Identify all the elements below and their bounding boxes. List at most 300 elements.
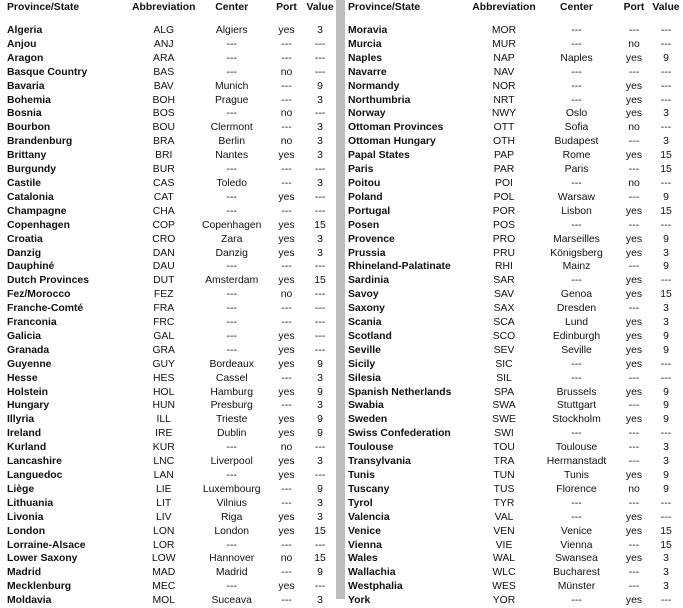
table-row bbox=[348, 233, 681, 247]
center-cell: --- bbox=[226, 344, 237, 356]
table-row bbox=[7, 233, 335, 247]
abbreviation-cell: LIE bbox=[155, 483, 172, 495]
province-name-cell: Copenhagen bbox=[7, 219, 70, 231]
value-cell: 3 bbox=[663, 317, 669, 329]
table-row bbox=[348, 80, 681, 94]
port-cell: --- bbox=[628, 191, 640, 203]
center-cell: Suceava bbox=[211, 595, 252, 607]
table-row bbox=[7, 413, 335, 427]
province-name-cell: Wales bbox=[348, 553, 378, 565]
center-cell: Rome bbox=[562, 150, 591, 162]
abbreviation-cell: CRO bbox=[152, 233, 176, 245]
center-cell: Stuttgart bbox=[556, 400, 597, 412]
table-row bbox=[7, 177, 335, 191]
province-name-cell: Aragon bbox=[7, 52, 44, 64]
value-cell: --- bbox=[660, 511, 672, 523]
value-cell: 15 bbox=[660, 164, 672, 176]
port-cell: yes bbox=[278, 275, 295, 287]
table-row bbox=[7, 52, 335, 66]
port-cell: --- bbox=[628, 581, 640, 593]
table-row bbox=[348, 483, 681, 497]
port-cell: --- bbox=[281, 261, 292, 273]
center-cell: --- bbox=[226, 539, 237, 551]
table-row bbox=[348, 455, 681, 469]
province-name-cell: Bohemia bbox=[7, 94, 51, 106]
province-name-cell: Liège bbox=[7, 483, 35, 495]
port-cell: yes bbox=[278, 511, 295, 523]
value-cell: --- bbox=[314, 261, 326, 273]
table-row bbox=[348, 247, 681, 261]
value-cell: --- bbox=[314, 344, 326, 356]
table-row bbox=[7, 399, 335, 413]
value-cell: --- bbox=[660, 219, 672, 231]
province-name-cell: Northumbria bbox=[348, 94, 411, 106]
port-cell: yes bbox=[278, 456, 295, 468]
port-cell: yes bbox=[278, 150, 295, 162]
province-name-cell: Normandy bbox=[348, 80, 400, 92]
table-row bbox=[7, 80, 335, 94]
table-row bbox=[7, 330, 335, 344]
center-cell: --- bbox=[226, 330, 237, 342]
value-cell: 15 bbox=[314, 275, 326, 287]
port-cell: --- bbox=[281, 497, 292, 509]
province-name-cell: Silesia bbox=[348, 372, 381, 384]
header-row bbox=[348, 2, 681, 24]
port-cell: no bbox=[280, 108, 293, 120]
abbreviation-cell: NWY bbox=[491, 108, 517, 120]
port-cell: --- bbox=[628, 261, 640, 273]
center-cell: --- bbox=[226, 191, 237, 203]
value-cell: --- bbox=[660, 66, 672, 78]
province-name-cell: Guyenne bbox=[7, 358, 52, 370]
port-cell: yes bbox=[625, 247, 643, 259]
abbreviation-cell: SAR bbox=[493, 275, 515, 287]
value-cell: 9 bbox=[663, 386, 669, 398]
province-name-cell: Sweden bbox=[348, 414, 388, 426]
value-cell: 9 bbox=[663, 233, 669, 245]
table-row bbox=[348, 38, 681, 52]
port-cell: yes bbox=[625, 94, 643, 106]
province-name-cell: Bavaria bbox=[7, 80, 45, 92]
table-row bbox=[7, 441, 335, 455]
center-cell: --- bbox=[571, 219, 582, 231]
port-cell: --- bbox=[628, 66, 640, 78]
port-cell: yes bbox=[625, 414, 643, 426]
table-row bbox=[348, 511, 681, 525]
port-cell: yes bbox=[625, 52, 643, 64]
center-cell: Lisbon bbox=[561, 205, 592, 217]
value-cell: --- bbox=[660, 38, 672, 50]
center-cell: Zara bbox=[221, 233, 243, 245]
value-cell: 3 bbox=[317, 25, 323, 36]
value-cell: --- bbox=[314, 539, 326, 551]
abbreviation-cell: PAR bbox=[493, 164, 515, 176]
abbreviation-cell: VEN bbox=[493, 525, 515, 537]
table-row bbox=[7, 94, 335, 108]
port-cell: yes bbox=[278, 247, 295, 259]
value-cell: 9 bbox=[663, 191, 669, 203]
port-cell: yes bbox=[278, 25, 295, 36]
value-cell: --- bbox=[660, 372, 672, 384]
abbreviation-cell: CAT bbox=[153, 191, 174, 203]
table-row bbox=[7, 107, 335, 121]
port-cell: --- bbox=[628, 567, 640, 579]
province-name-cell: Ottoman Provinces bbox=[348, 122, 444, 134]
port-cell: --- bbox=[281, 164, 292, 176]
value-cell: 3 bbox=[317, 372, 323, 384]
port-cell: yes bbox=[625, 595, 643, 607]
center-cell: Lund bbox=[564, 317, 589, 329]
table-row bbox=[348, 552, 681, 566]
port-cell: --- bbox=[281, 372, 292, 384]
value-cell: 3 bbox=[663, 581, 669, 593]
port-cell: --- bbox=[628, 428, 640, 440]
abbreviation-cell: BOU bbox=[152, 122, 175, 134]
province-name-cell: Portugal bbox=[348, 205, 391, 217]
center-cell: Toulouse bbox=[555, 442, 598, 454]
abbreviation-header: Abbreviation bbox=[131, 2, 196, 13]
province-name-cell: Posen bbox=[348, 219, 380, 231]
center-cell: Warsaw bbox=[557, 191, 596, 203]
center-header: Center bbox=[560, 2, 593, 13]
value-cell: 3 bbox=[663, 247, 669, 259]
province-name-cell: Vienna bbox=[348, 539, 382, 551]
abbreviation-cell: POS bbox=[493, 219, 515, 231]
abbreviation-cell: GUY bbox=[152, 358, 175, 370]
abbreviation-cell: TUN bbox=[493, 470, 515, 481]
table-row bbox=[348, 205, 681, 219]
center-cell: --- bbox=[571, 497, 582, 509]
table-row bbox=[348, 316, 681, 330]
abbreviation-cell: TRA bbox=[493, 456, 515, 468]
abbreviation-cell: LAN bbox=[153, 470, 174, 481]
center-cell: --- bbox=[226, 108, 237, 120]
table-row bbox=[348, 525, 681, 539]
province-name-cell: Westphalia bbox=[348, 581, 403, 593]
abbreviation-cell: TUS bbox=[493, 483, 515, 495]
province-name-cell: Brandenburg bbox=[7, 136, 73, 148]
port-cell: yes bbox=[278, 581, 295, 593]
abbreviation-header: Abbreviation bbox=[472, 2, 536, 13]
province-name-cell: Illyria bbox=[7, 414, 35, 426]
center-cell: Bordeaux bbox=[209, 358, 254, 370]
abbreviation-cell: YOR bbox=[492, 595, 516, 607]
value-cell: 9 bbox=[317, 386, 323, 398]
abbreviation-cell: MAD bbox=[152, 567, 176, 579]
abbreviation-cell: NOR bbox=[492, 80, 516, 92]
center-cell: --- bbox=[226, 52, 237, 64]
center-cell: Bucharest bbox=[553, 567, 600, 579]
table-row bbox=[7, 260, 335, 274]
center-cell: --- bbox=[571, 25, 582, 36]
table-row bbox=[348, 66, 681, 80]
value-cell: 9 bbox=[663, 414, 669, 426]
center-cell: Clermont bbox=[210, 122, 253, 134]
province-header: Province/State bbox=[7, 2, 80, 13]
value-cell: --- bbox=[314, 317, 326, 329]
value-cell: 3 bbox=[317, 497, 323, 509]
center-cell: --- bbox=[571, 38, 582, 50]
value-cell: --- bbox=[314, 581, 326, 593]
table-row bbox=[7, 274, 335, 288]
province-name-cell: Swiss Confederation bbox=[348, 428, 451, 440]
table-row bbox=[7, 566, 335, 580]
abbreviation-cell: DAU bbox=[152, 261, 175, 273]
port-cell: no bbox=[280, 66, 293, 78]
center-cell: Genoa bbox=[560, 289, 593, 301]
port-cell: --- bbox=[281, 177, 292, 189]
center-cell: Riga bbox=[221, 511, 243, 523]
province-name-cell: Croatia bbox=[7, 233, 43, 245]
port-cell: --- bbox=[628, 372, 640, 384]
center-cell: Königsberg bbox=[550, 247, 603, 259]
port-cell: yes bbox=[625, 358, 643, 370]
port-cell: --- bbox=[281, 539, 292, 551]
center-cell: Copenhagen bbox=[201, 219, 262, 231]
value-cell: 15 bbox=[660, 205, 672, 217]
center-cell: Trieste bbox=[216, 414, 248, 426]
port-cell: --- bbox=[281, 483, 292, 495]
abbreviation-cell: FRA bbox=[153, 303, 175, 315]
table-row bbox=[7, 219, 335, 233]
center-cell: --- bbox=[571, 511, 582, 523]
table-row bbox=[348, 469, 681, 483]
port-cell: yes bbox=[625, 553, 643, 565]
center-cell: Oslo bbox=[565, 108, 588, 120]
province-name-cell: Burgundy bbox=[7, 164, 57, 176]
province-name-cell: Tunis bbox=[348, 470, 375, 481]
center-cell: --- bbox=[571, 595, 582, 607]
value-cell: 9 bbox=[663, 330, 669, 342]
center-cell: Venice bbox=[560, 525, 593, 537]
value-cell: --- bbox=[660, 497, 672, 509]
abbreviation-cell: POR bbox=[492, 205, 516, 217]
value-cell: --- bbox=[660, 94, 672, 106]
center-cell: Mainz bbox=[562, 261, 591, 273]
left-province-table-panel bbox=[7, 2, 335, 608]
province-name-cell: Languedoc bbox=[7, 470, 63, 481]
value-cell: 3 bbox=[317, 595, 323, 607]
abbreviation-cell: MOR bbox=[491, 25, 517, 36]
abbreviation-cell: SCO bbox=[492, 330, 516, 342]
center-cell: --- bbox=[226, 38, 237, 50]
abbreviation-cell: PRU bbox=[493, 247, 515, 259]
table-row bbox=[348, 24, 681, 38]
province-name-cell: Sicily bbox=[348, 358, 376, 370]
province-name-cell: Ireland bbox=[7, 428, 42, 440]
center-cell: Dresden bbox=[556, 303, 597, 315]
value-cell: 15 bbox=[314, 553, 326, 565]
port-cell: yes bbox=[625, 386, 643, 398]
abbreviation-cell: SIL bbox=[496, 372, 512, 384]
table-row bbox=[348, 135, 681, 149]
abbreviation-cell: BAV bbox=[153, 80, 174, 92]
right-province-table-panel bbox=[348, 2, 681, 608]
center-cell: Presburg bbox=[210, 400, 253, 412]
abbreviation-cell: ARA bbox=[153, 52, 175, 64]
table-row bbox=[7, 427, 335, 441]
abbreviation-cell: ANJ bbox=[153, 38, 174, 50]
center-cell: --- bbox=[571, 428, 582, 440]
province-name-cell: Mecklenburg bbox=[7, 581, 72, 593]
port-cell: no bbox=[628, 177, 640, 189]
province-name-cell: Dauphiné bbox=[7, 261, 55, 273]
center-cell: Danzig bbox=[215, 247, 248, 259]
abbreviation-cell: VAL bbox=[494, 511, 514, 523]
center-cell: Hermanstadt bbox=[546, 456, 607, 468]
province-name-cell: Norway bbox=[348, 108, 386, 120]
abbreviation-cell: FRC bbox=[153, 317, 175, 329]
value-cell: 3 bbox=[663, 303, 669, 315]
table-row bbox=[7, 594, 335, 608]
province-name-cell: Papal States bbox=[348, 150, 410, 162]
value-cell: --- bbox=[314, 52, 326, 64]
province-name-cell: Livonia bbox=[7, 511, 44, 523]
province-name-cell: Lithuania bbox=[7, 497, 54, 509]
table-row bbox=[7, 372, 335, 386]
province-name-cell: Scania bbox=[348, 317, 382, 329]
table-row bbox=[348, 539, 681, 553]
port-cell: yes bbox=[625, 289, 643, 301]
province-name-cell: Provence bbox=[348, 233, 395, 245]
table-row bbox=[7, 552, 335, 566]
table-row bbox=[348, 399, 681, 413]
province-name-cell: Moravia bbox=[348, 25, 388, 36]
table-row bbox=[348, 427, 681, 441]
value-cell: 3 bbox=[317, 456, 323, 468]
center-cell: Münster bbox=[557, 581, 596, 593]
table-row bbox=[7, 66, 335, 80]
port-cell: no bbox=[280, 442, 293, 454]
port-cell: yes bbox=[278, 358, 295, 370]
port-cell: yes bbox=[625, 344, 643, 356]
table-row bbox=[348, 191, 681, 205]
port-cell: no bbox=[628, 483, 640, 495]
table-row bbox=[7, 511, 335, 525]
table-row bbox=[348, 441, 681, 455]
port-cell: yes bbox=[278, 428, 295, 440]
province-name-cell: Fez/Morocco bbox=[7, 289, 71, 301]
table-row bbox=[7, 580, 335, 594]
center-cell: Stockholm bbox=[552, 414, 601, 426]
value-cell: 15 bbox=[660, 539, 672, 551]
province-name-cell: Transylvania bbox=[348, 456, 411, 468]
province-name-cell: Toulouse bbox=[348, 442, 394, 454]
province-name-cell: Bosnia bbox=[7, 108, 42, 120]
port-cell: yes bbox=[625, 80, 643, 92]
value-cell: --- bbox=[314, 205, 326, 217]
province-name-cell: Granada bbox=[7, 344, 50, 356]
abbreviation-cell: NAV bbox=[493, 66, 515, 78]
value-cell: 3 bbox=[317, 122, 323, 134]
port-cell: yes bbox=[625, 150, 643, 162]
abbreviation-cell: PAP bbox=[493, 150, 515, 162]
abbreviation-cell: NAP bbox=[493, 52, 515, 64]
center-cell: --- bbox=[571, 66, 582, 78]
province-name-cell: Scotland bbox=[348, 330, 392, 342]
value-cell: 9 bbox=[663, 483, 669, 495]
center-cell: --- bbox=[571, 80, 582, 92]
abbreviation-cell: WAL bbox=[492, 553, 516, 565]
abbreviation-cell: LON bbox=[153, 525, 175, 537]
abbreviation-cell: BOH bbox=[152, 94, 175, 106]
province-name-cell: Savoy bbox=[348, 289, 379, 301]
province-name-cell: Wallachia bbox=[348, 567, 396, 579]
province-name-cell: Moldavia bbox=[7, 595, 52, 607]
province-name-cell: Franconia bbox=[7, 317, 57, 329]
abbreviation-cell: KUR bbox=[152, 442, 175, 454]
abbreviation-cell: BUR bbox=[152, 164, 175, 176]
value-cell: --- bbox=[660, 275, 672, 287]
center-header: Center bbox=[215, 2, 249, 13]
abbreviation-cell: SIC bbox=[495, 358, 513, 370]
abbreviation-cell: SEV bbox=[493, 344, 515, 356]
province-name-cell: Champagne bbox=[7, 205, 67, 217]
center-cell: Dublin bbox=[216, 428, 247, 440]
value-cell: 9 bbox=[317, 567, 323, 579]
province-name-cell: Sardinia bbox=[348, 275, 389, 287]
abbreviation-cell: PRO bbox=[492, 233, 516, 245]
abbreviation-cell: LOR bbox=[153, 539, 175, 551]
value-cell: --- bbox=[314, 164, 326, 176]
value-cell: --- bbox=[314, 470, 326, 481]
abbreviation-cell: SCA bbox=[493, 317, 515, 329]
table-row bbox=[348, 302, 681, 316]
port-header: Port bbox=[623, 2, 645, 13]
port-cell: yes bbox=[625, 317, 643, 329]
table-row bbox=[348, 260, 681, 274]
abbreviation-cell: LIV bbox=[155, 511, 172, 523]
province-name-cell: Swabia bbox=[348, 400, 384, 412]
value-cell: 9 bbox=[317, 428, 323, 440]
table-row bbox=[7, 205, 335, 219]
center-cell: --- bbox=[226, 66, 237, 78]
table-row bbox=[348, 580, 681, 594]
value-cell: 9 bbox=[663, 261, 669, 273]
center-cell: --- bbox=[571, 358, 582, 370]
abbreviation-cell: HUN bbox=[152, 400, 175, 412]
province-name-cell: Basque Country bbox=[7, 66, 88, 78]
province-name-cell: Dutch Provinces bbox=[7, 275, 89, 287]
center-cell: --- bbox=[226, 289, 237, 301]
value-cell: 9 bbox=[663, 400, 669, 412]
abbreviation-cell: MEC bbox=[152, 581, 176, 593]
value-cell: 3 bbox=[317, 177, 323, 189]
port-cell: --- bbox=[281, 317, 292, 329]
table-row bbox=[7, 358, 335, 372]
value-cell: --- bbox=[660, 80, 672, 92]
abbreviation-cell: RHI bbox=[495, 261, 513, 273]
value-cell: 15 bbox=[660, 150, 672, 162]
port-cell: yes bbox=[278, 525, 295, 537]
abbreviation-cell: SWA bbox=[492, 400, 516, 412]
table-row bbox=[348, 94, 681, 108]
value-cell: 9 bbox=[317, 80, 323, 92]
center-cell: --- bbox=[226, 164, 237, 176]
province-name-cell: Kurland bbox=[7, 442, 47, 454]
province-name-cell: Valencia bbox=[348, 511, 390, 523]
abbreviation-cell: TYR bbox=[493, 497, 515, 509]
port-cell: yes bbox=[278, 386, 295, 398]
province-name-cell: Hungary bbox=[7, 400, 50, 412]
value-cell: 9 bbox=[663, 344, 669, 356]
table-row bbox=[7, 386, 335, 400]
table-row bbox=[348, 358, 681, 372]
province-name-cell: Catalonia bbox=[7, 191, 54, 203]
value-cell: 3 bbox=[663, 456, 669, 468]
value-cell: 3 bbox=[663, 108, 669, 120]
table-row bbox=[7, 163, 335, 177]
